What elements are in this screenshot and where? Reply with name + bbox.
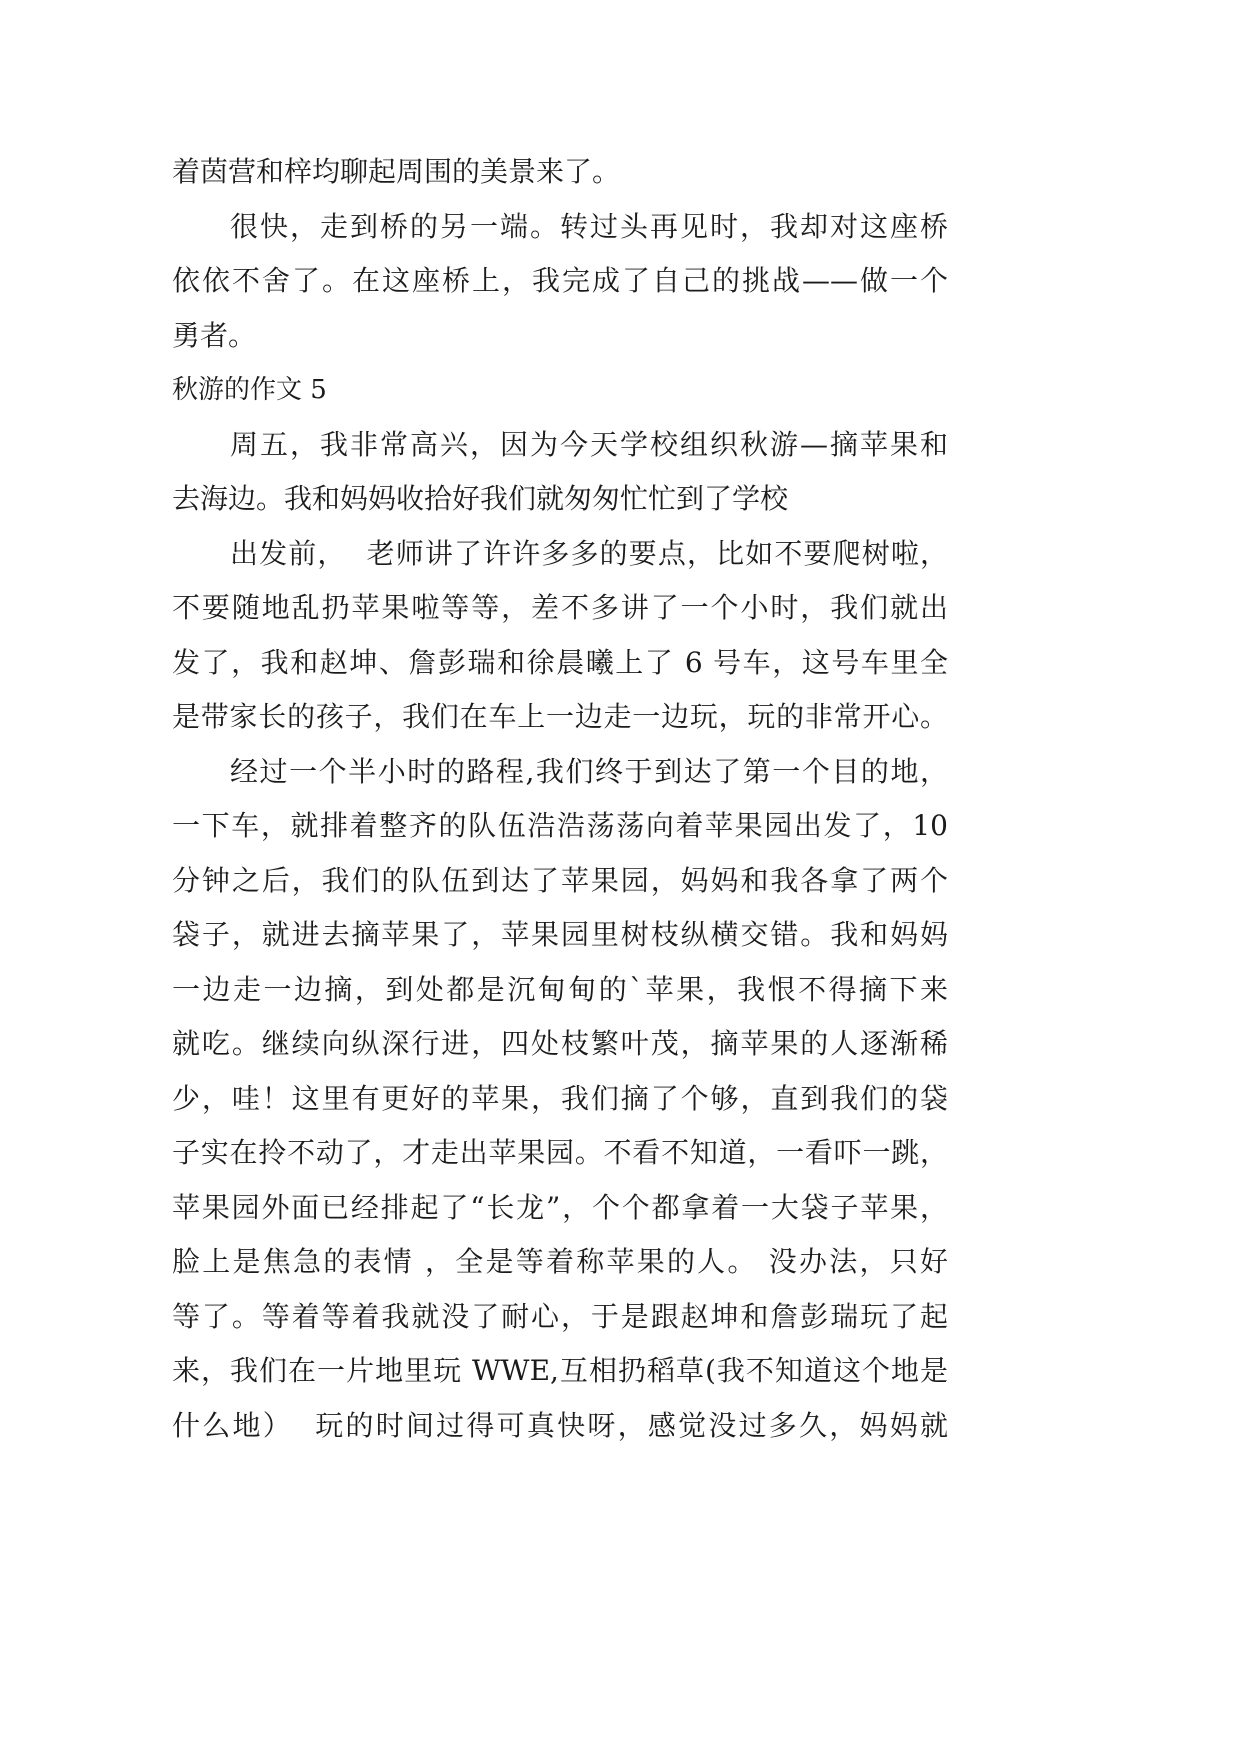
text-line: 等了。等着等着我就没了耐心，于是跟赵坤和詹彭瑞玩了起	[172, 1299, 948, 1333]
text-line: 发了，我和赵坤、詹彭瑞和徐晨曦上了 6 号车，这号车里全	[172, 645, 948, 679]
document-body	[172, 145, 948, 1453]
text-line: 子实在拎不动了，才走出苹果园。不看不知道，一看吓一跳，	[172, 1136, 948, 1169]
text-line: 依依不舍了。在这座桥上，我完成了自己的挑战——做一个	[172, 264, 948, 297]
text-line: 脸上是焦急的表情 ，全是等着称苹果的人。 没办法，只好	[172, 1245, 948, 1278]
text-line: 袋子，就进去摘苹果了，苹果园里树枝纵横交错。我和妈妈	[172, 918, 948, 951]
text-line: 来，我们在一片地里玩 WWE,互相扔稻草(我不知道这个地是	[172, 1354, 948, 1387]
text-line: 经过一个半小时的路程,我们终于到达了第一个目的地，	[230, 754, 948, 788]
text-line: 少，哇！这里有更好的苹果，我们摘了个够，直到我们的袋	[172, 1081, 948, 1115]
paragraph-continuation	[172, 145, 948, 200]
text-line: 不要随地乱扔苹果啦等等，差不多讲了一个小时，我们就出	[172, 591, 948, 624]
text-line: 就吃。继续向纵深行进，四处枝繁叶茂，摘苹果的人逐渐稀	[172, 1027, 948, 1060]
text-line: 去海边。我和妈妈收拾好我们就匆匆忙忙到了学校	[172, 482, 789, 515]
paragraph	[172, 527, 948, 745]
text-line: 苹果园外面已经排起了“长龙”，个个都拿着一大袋子苹果，	[172, 1190, 948, 1224]
heading-text: 秋游的作文 5	[172, 375, 327, 405]
text-line: 什么地） 玩的时间过得可真快呀，感觉没过多久，妈妈就	[172, 1408, 948, 1442]
text-line: 周五，我非常高兴，因为今天学校组织秋游—摘苹果和	[230, 427, 948, 461]
text-line: 一下车，就排着整齐的队伍浩浩荡荡向着苹果园出发了，10	[172, 809, 948, 842]
text-line: 出发前， 老师讲了许许多多的要点，比如不要爬树啦，	[230, 536, 948, 570]
paragraph	[172, 745, 948, 1454]
text-line: 是带家长的孩子，我们在车上一边走一边玩，玩的非常开心。	[172, 700, 948, 733]
paragraph	[172, 418, 948, 527]
text-line: 分钟之后，我们的队伍到达了苹果园，妈妈和我各拿了两个	[172, 863, 948, 897]
section-heading	[172, 363, 948, 418]
text-line: 一边走一边摘，到处都是沉甸甸的`苹果，我恨不得摘下来	[172, 972, 948, 1006]
text-line: 勇者。	[172, 318, 257, 352]
text-line: 着茵营和梓均聊起周围的美景来了。	[172, 155, 621, 188]
paragraph	[172, 200, 948, 364]
text-line: 很快，走到桥的另一端。转过头再见时，我却对这座桥	[230, 209, 948, 243]
